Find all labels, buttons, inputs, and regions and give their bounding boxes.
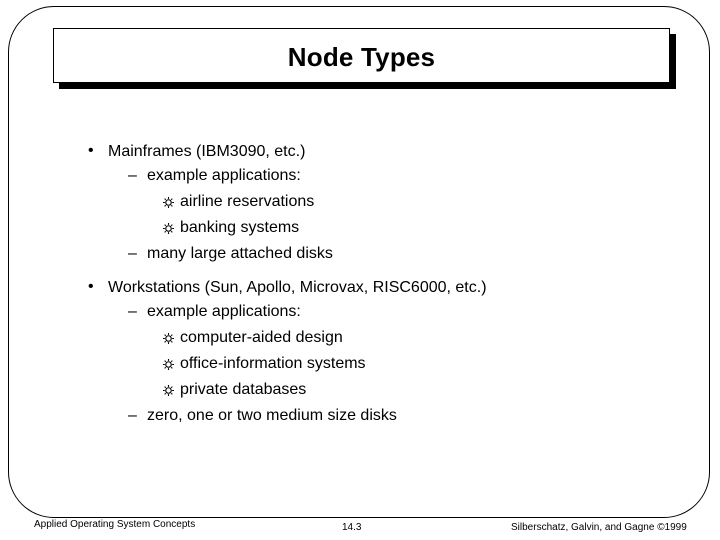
sub-item-example-apps: example applications: bbox=[147, 167, 301, 184]
dash-icon: – bbox=[128, 167, 137, 184]
sun-icon bbox=[163, 385, 174, 396]
subsub-item-cad: computer-aided design bbox=[180, 329, 343, 346]
bullet-icon: • bbox=[88, 278, 94, 295]
dash-icon: – bbox=[128, 245, 137, 262]
footer-left: Applied Operating System Concepts bbox=[34, 519, 196, 530]
sub-item-disks: zero, one or two medium size disks bbox=[147, 407, 397, 424]
dash-icon: – bbox=[128, 303, 137, 320]
sub-item-example-apps: example applications: bbox=[147, 303, 301, 320]
sun-icon bbox=[163, 197, 174, 208]
subsub-item-databases: private databases bbox=[180, 381, 307, 398]
subsub-item-office: office-information systems bbox=[180, 355, 366, 372]
subsub-item-banking: banking systems bbox=[180, 219, 300, 236]
bullet-icon: • bbox=[88, 142, 94, 159]
list-item-workstations: Workstations (Sun, Apollo, Microvax, RISC6000, etc.) bbox=[108, 279, 487, 296]
footer-page-number: 14.3 bbox=[342, 522, 362, 533]
subsub-item-airline: airline reservations bbox=[180, 193, 315, 210]
footer-right: Silberschatz, Galvin, and Gagne ©1999 bbox=[511, 522, 687, 533]
list-item-mainframes: Mainframes (IBM3090, etc.) bbox=[108, 143, 306, 160]
sub-item-disks: many large attached disks bbox=[147, 245, 333, 262]
sun-icon bbox=[163, 359, 174, 370]
slide-title: Node Types bbox=[287, 42, 436, 72]
sun-icon bbox=[163, 333, 174, 344]
dash-icon: – bbox=[128, 407, 137, 424]
sun-icon bbox=[163, 223, 174, 234]
